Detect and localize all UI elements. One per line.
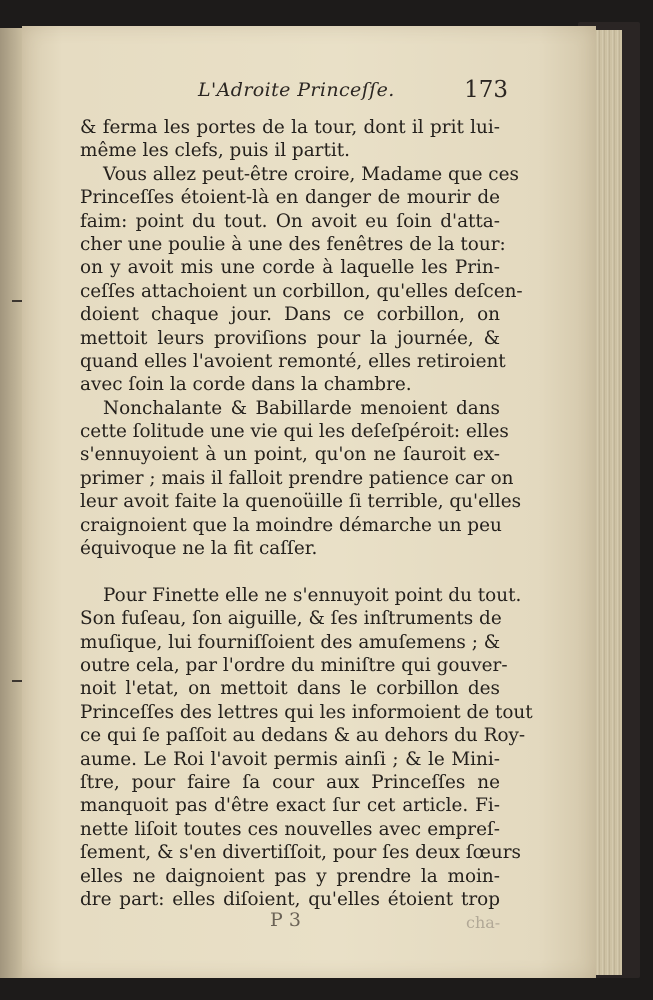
text-line: Son fuſeau, ſon aiguille, & ſes inſtruments de: [80, 608, 502, 630]
text-line: équivoque ne la fit caſſer.: [80, 538, 318, 560]
page-header: [178, 55, 508, 103]
text-line: Princeſſes des lettres qui les informoient de tout: [80, 701, 533, 723]
text-line: primer ; mais il falloit prendre patience car on: [80, 467, 514, 489]
text-line: doient chaque jour. Dans ce corbillon, on: [80, 304, 500, 326]
text-line: ſtre, pour faire ſa cour aux Princeſſes ne: [80, 771, 500, 793]
text-line: Princeſſes étoient-là en danger de mourir de: [80, 187, 500, 209]
text-line: cher une poulie à une des fenêtres de la tour:: [80, 233, 506, 255]
text-line: leur avoit faite la quenoüille ſi terrible, qu'elles: [80, 491, 522, 513]
text-line: muſique, lui fourniſſoient des amuſemens ; &: [80, 631, 501, 653]
text-line: on y avoit mis une corde à laquelle les Prin-: [80, 257, 500, 279]
text-line: mettoit leurs proviſions pour la journée, &: [80, 327, 500, 349]
text-line: Pour Finette elle ne s'ennuyoit point du tout.: [103, 584, 522, 606]
catchword: cha-: [466, 913, 501, 932]
text-line: cette ſolitude une vie qui les deſeſpéroit: elles: [80, 421, 509, 443]
text-line: dre part: elles diſoient, qu'elles étoient trop: [80, 888, 500, 910]
text-line: craignoient que la moindre démarche un peu: [80, 514, 502, 536]
text-line: ſement, & s'en divertiſſoit, pour ſes deux ſœurs: [80, 842, 521, 864]
text-line: aume. Le Roi l'avoit permis ainſi ; & le Mini-: [80, 748, 500, 770]
text-line: s'ennuyoient à un point, qu'on ne ſauroit ex-: [80, 444, 500, 466]
page-number: 173: [464, 77, 508, 103]
text-line: nette liſoit toutes ces nouvelles avec empreſ-: [80, 818, 500, 840]
text-line: Nonchalante & Babillarde menoient dans: [103, 397, 500, 419]
text-line: noit l'etat, on mettoit dans le corbillon des: [80, 678, 500, 700]
text-line: & ferma les portes de la tour, dont il prit lui-: [80, 117, 500, 138]
running-title: L'Adroite Princeſſe.: [198, 79, 395, 101]
text-line: ceſſes attachoient un corbillon, qu'elles deſcen-: [80, 280, 523, 302]
text-line: manquoit pas d'être exact ſur cet article. Fi-: [80, 795, 500, 817]
text-line: avec ſoin la corde dans la chambre.: [80, 374, 412, 396]
text-line: outre cela, par l'ordre du miniſtre qui gouver-: [80, 654, 508, 676]
text-line: faim: point du tout. On avoit eu ſoin d'atta-: [80, 210, 500, 232]
signature-mark: P 3: [270, 909, 301, 931]
paragraph-gap: [80, 560, 500, 583]
text-line: elles ne daignoient pas y prendre la moin-: [80, 865, 500, 887]
text-line: ce qui ſe paſſoit au dedans & au dehors du Roy-: [80, 725, 526, 747]
text-line: même les clefs, puis il partit.: [80, 140, 350, 162]
body-text: [80, 116, 533, 911]
text-line: Vous allez peut-être croire, Madame que ces: [103, 163, 519, 185]
text-line: quand elles l'avoient remonté, elles retiroient: [80, 350, 506, 372]
